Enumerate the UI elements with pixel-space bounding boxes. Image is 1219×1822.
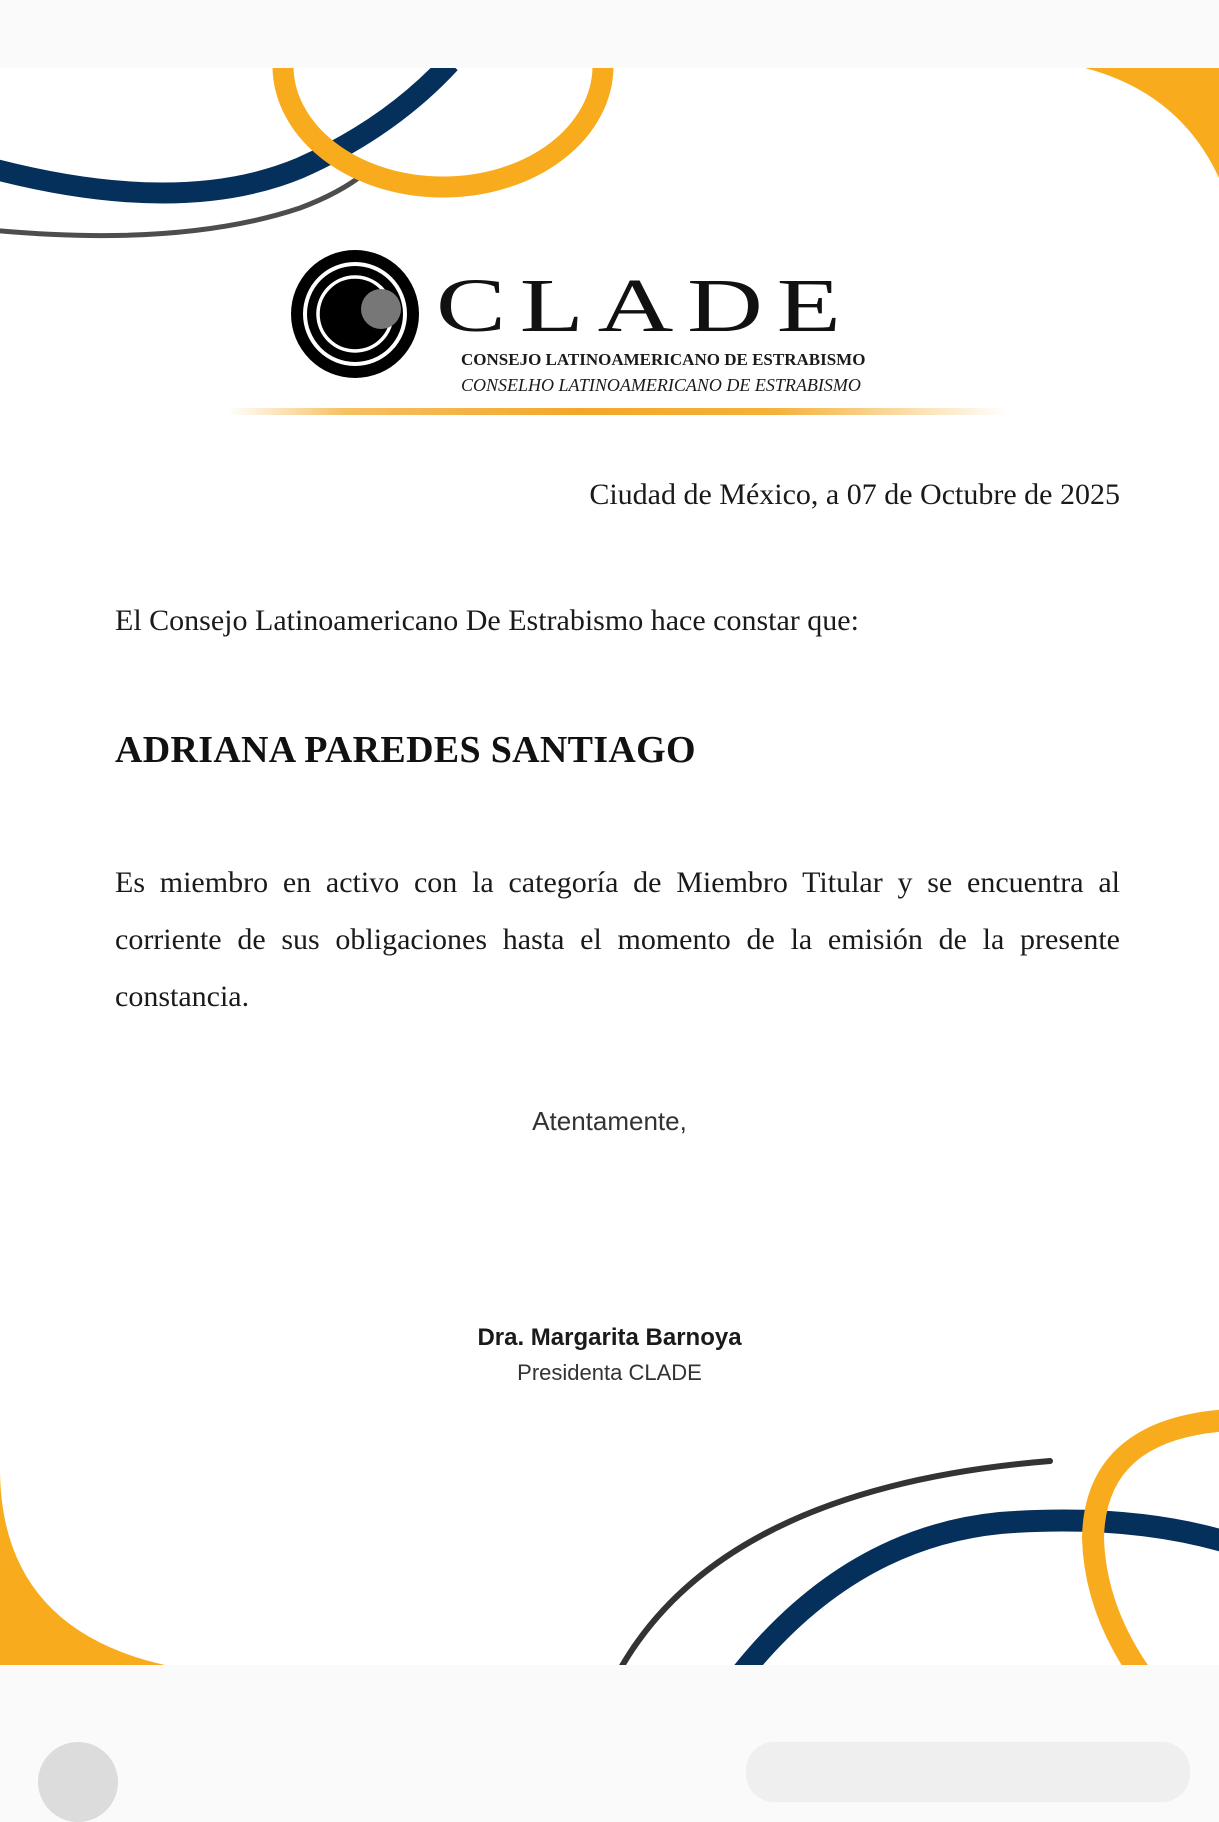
signer-name: Dra. Margarita Barnoya bbox=[477, 1324, 742, 1351]
certificate-page bbox=[0, 68, 1219, 1665]
intro-text: El Consejo Latinoamericano De Estrabismo hace constar que: bbox=[115, 604, 859, 637]
date-line: Ciudad de México, a 07 de Octubre de 2025 bbox=[589, 478, 1120, 511]
eye-concentric-circles-icon bbox=[290, 249, 440, 379]
input-bar[interactable] bbox=[746, 1742, 1190, 1802]
body-paragraph: Es miembro en activo con la categoría de Miembro Titular y se encuentra al corriente de sus obligaciones hasta el momento de la emisión de la presente constancia. bbox=[115, 866, 1120, 1013]
closing-text: Atentamente, bbox=[532, 1106, 687, 1136]
header-divider bbox=[228, 408, 1008, 415]
member-name: ADRIANA PAREDES SANTIAGO bbox=[115, 729, 696, 771]
signer-title: Presidenta CLADE bbox=[517, 1360, 702, 1385]
logo-subtitle-spanish: CONSEJO LATINOAMERICANO DE ESTRABISMO bbox=[461, 350, 866, 369]
logo-wordmark: CLADE bbox=[436, 264, 855, 348]
logo-subtitle-portuguese: CONSELHO LATINOAMERICANO DE ESTRABISMO bbox=[461, 375, 861, 395]
avatar-button[interactable] bbox=[38, 1742, 118, 1822]
